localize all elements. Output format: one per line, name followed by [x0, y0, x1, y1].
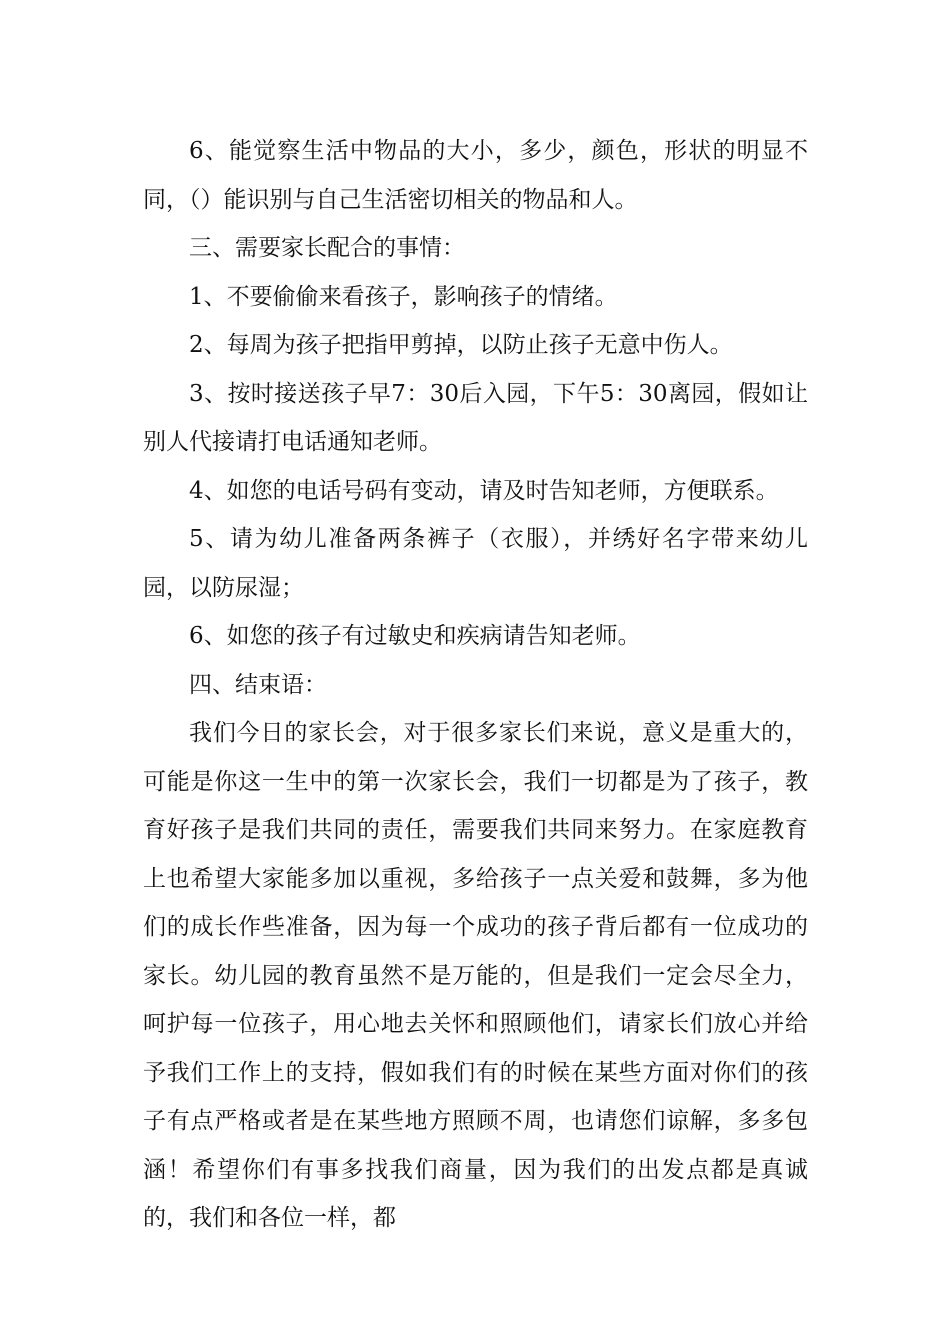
section-heading-parent-cooperation: 三、需要家长配合的事情：: [189, 235, 465, 261]
paragraph-item-2-nails: 2、每周为孩子把指甲剪掉，以防止孩子无意中伤人。: [189, 332, 733, 358]
document-body: [143, 127, 808, 1243]
paragraph-item-3-schedule: 3、按时接送孩子早7：30后入园，下午5：30离园，假如让别人代接请打电话通知老师。: [143, 380, 808, 455]
section-heading-closing: 四、结束语：: [189, 671, 327, 698]
paragraph-item-1-visit: 1、不要偷偷来看孩子，影响孩子的情绪。: [189, 283, 618, 310]
paragraph-closing-remarks: 我们今日的家长会，对于很多家长们来说，意义是重大的，可能是你这一生中的第一次家长会，我们一切都是为了孩子，教育好孩子是我们共同的责任，需要我们共同来努力。在家庭教育上也希望大家能多加以重视，多给孩子一点关爱和鼓舞，多为他们的成长作些准备，因为每一个成功的孩子背后都有一位成功的家长。幼儿园的教育虽然不是万能的，但是我们一定会尽全力，呵护每一位孩子，用心地去关怀和照顾他们，请家长们放心并给予我们工作上的支持，假如我们有的时候在某些方面对你们的孩子有点严格或者是在某些地方照顾不周，也请您们谅解，多多包涵！希望你们有事多找我们商量，因为我们的出发点都是真诚的，我们和各位一样，都: [143, 720, 808, 1231]
paragraph-item-5-clothes: 5、请为幼儿准备两条裤子（衣服），并绣好名字带来幼儿园，以防尿湿；: [143, 526, 808, 601]
paragraph-item-6-observation: 6、能觉察生活中物品的大小，多少，颜色，形状的明显不同，（）能识别与自己生活密切相关的物品和人。: [143, 138, 808, 213]
paragraph-item-6-allergy: 6、如您的孩子有过敏史和疾病请告知老师。: [189, 623, 641, 649]
paragraph-item-4-phone: 4、如您的电话号码有变动，请及时告知老师，方便联系。: [189, 477, 779, 504]
